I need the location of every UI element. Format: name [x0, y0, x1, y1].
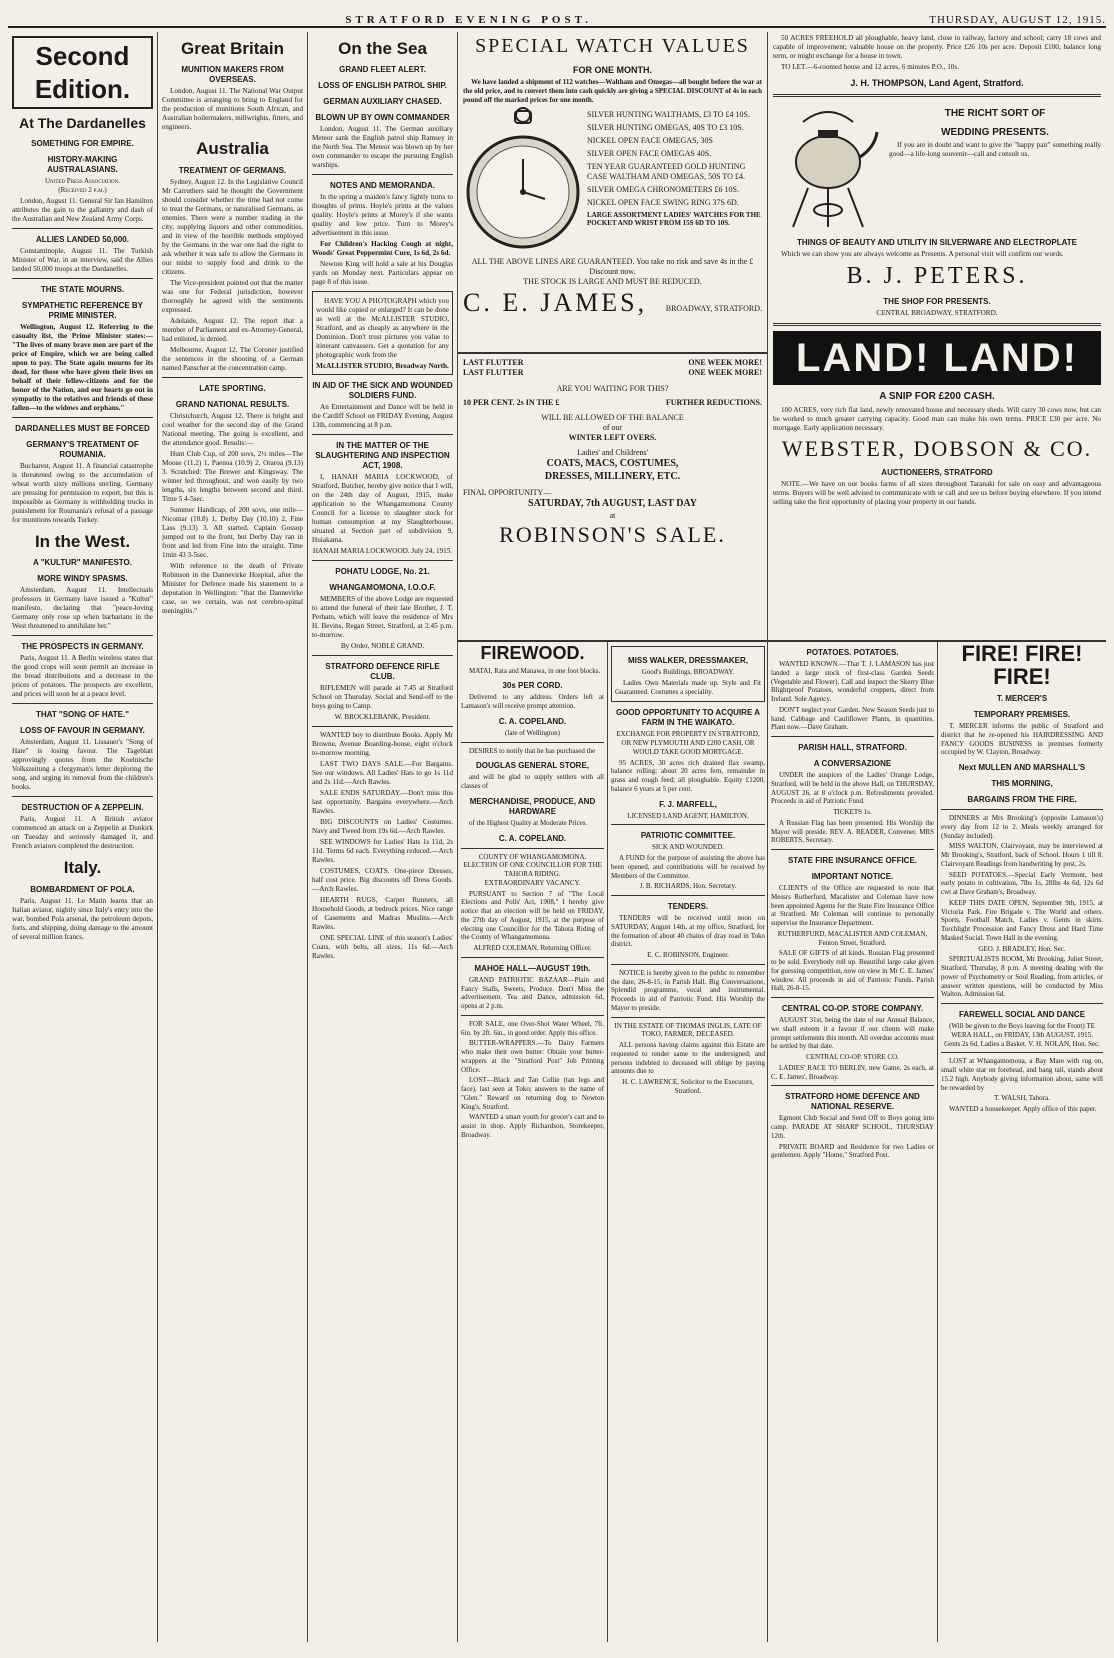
snip-heading: A SNIP FOR £200 CASH. — [879, 391, 995, 403]
italy-heading: Italy. — [63, 858, 102, 878]
notice-text: NOTICE is hereby given to the public to remember the date, 26-8-15, in Parish Hall. Big Conversazione, Splendid programme, vocal and instrumental. Proceeds in aid of Patriotic Fund. His Worship the Mayor to preside. — [611, 968, 765, 1012]
dressmaker-address: Good's Buildings, BROADWAY. — [641, 668, 735, 676]
last-flutter: LAST FLUTTER — [463, 358, 524, 367]
ad-signature: C. A. COPELAND. — [498, 716, 567, 726]
ad-text: Delivered to any address. Orders left at Lamason's will receive prompt attention. — [461, 693, 604, 710]
headline: GOOD OPPORTUNITY TO ACQUIRE A FARM IN THE WAIKATO. — [615, 708, 760, 728]
notice-signature: H. C. LAWRENCE, Solicitor to the Executors, Stratford. — [622, 1078, 754, 1095]
watch-item: SILVER HUNTING OMEGAS, 40S TO £3 10S. — [587, 122, 744, 132]
article-text: Adelaide, August 12. The report that a member of Parliament and ex-Attorney-General, had enlisted, is denied. — [162, 316, 303, 343]
watch-price-list — [587, 107, 762, 257]
ad-text: WANTED KNOWN.—That T. J. LAMASON has just landed a large stock of first-class Garden Seeds (Vegetable and Flower). Call and inspect the Skerry Blue Blightproof Potatoes, wonderful croppers, direct from Ireland. Sole Agency. — [771, 660, 934, 703]
ad-text: of the Highest Quality at Moderate Prices. — [469, 818, 588, 827]
classified-ad: COSTUMES, COATS. One-piece Dresses, half cost price. Big discounts off Dress Goods.—Arch Rawles. — [312, 867, 453, 894]
watch-ad-subtitle: FOR ONE MONTH. — [573, 65, 652, 75]
ladies-childrens: Ladies' and Childrens' — [577, 448, 648, 457]
notice-signature: E. C. ROBINSON, Engineer. — [647, 951, 729, 959]
column-3 — [308, 32, 458, 1642]
ad-text: SALE OF GIFTS of all kinds. Russian Flag presented to be sold. Everybody roll up. Beautiful large cake given for guessing competition, now on view in Mr C. E. James' window. All proceeds in aid of Patriotic Funds. Parish Hall, 26-8-15. — [771, 949, 934, 993]
classified-ad: WANTED a smart youth for grocer's cart and to assist in shop. Apply Richardson, Storekeeper, Broadway. — [461, 1113, 604, 1139]
county-heading: COUNTY OF WHANGAMOMONA. — [478, 852, 587, 861]
headline: NOTES AND MEMORANDA. — [329, 181, 436, 191]
classified-ad: SPIRITUALISTS ROOM, Mr Brooking, Juliet Street, Stratford, Thursday, 8 p.m. A meeting dealing with the power of Psychometry or Soul Reading, from articles, or answer written questions, will be conducted by Miss Walton. Admission 6d. — [941, 955, 1103, 999]
webster-name: WEBSTER, DOBSON & CO. — [781, 435, 1093, 461]
ad-text: HAVE YOU A PHOTOGRAPH which you would like copied or enlarged? It can be done as well at the McALLISTER STUDIO, Stratford, and as cheaply as anywhere in the Dominion. Don't trust pictures you value to itinerant canvassers. Get a quotation for any photographic work from the — [316, 297, 449, 360]
watch-stock: THE STOCK IS LARGE AND MUST BE REDUCED. — [523, 276, 702, 286]
ad-signature: McALLISTER STUDIO, Broadway North. — [316, 362, 449, 371]
headline: DARDANELLES MUST BE FORCED — [15, 424, 150, 433]
dardanelles-heading: At The Dardanelles — [19, 115, 146, 131]
winter-left-overs: WINTER LEFT OVERS. — [568, 433, 657, 442]
column-5b — [938, 642, 1106, 1642]
watch-item: TEN YEAR GUARANTEED GOLD HUNTING CASE WALTHAM AND OMEGAS, 50S TO £4. — [587, 161, 746, 181]
ad-text: Which we can show you are always welcome as Presents. A personal visit will confirm our words. — [781, 250, 1064, 259]
sea-heading: On the Sea — [338, 39, 427, 58]
column-2 — [158, 32, 308, 1642]
shop-tagline: THE SHOP FOR PRESENTS. — [883, 297, 991, 307]
ad-signature: C. A. COPELAND. — [498, 833, 567, 843]
classified-ad: SALE ENDS SATURDAY.—Don't miss this last opportunity. Bargains everywhere.—Arch Rawles. — [312, 789, 453, 816]
store-name: DOUGLAS GENERAL STORE, — [475, 761, 590, 771]
headline: DESTRUCTION OF A ZEPPELIN. — [21, 803, 144, 813]
article-text: I, HANAH MARIA LOCKWOOD, of Stratford, Butcher, hereby give notice that I will, on the 24th day of August, 1915, make application to the Whangamomona County Council for a license to slaughter stock for human consumption at my Slaughterhouse, situated at Section part of subdivision 9, Huiakama. — [312, 473, 453, 545]
robinson-sale-ad — [458, 352, 767, 638]
seller-address: BROADWAY, STRATFORD. — [665, 303, 762, 313]
headline: BOMBARDMENT OF POLA. — [30, 884, 135, 894]
headline: GRAND NATIONAL RESULTS. — [175, 399, 290, 409]
headline: MUNITION MAKERS FROM OVERSEAS. — [181, 65, 284, 85]
subheading: SICK AND WOUNDED. — [651, 843, 724, 852]
article-text: Sydney, August 12. In the Legislative Council Mr Carruthers said he thought the Government should consider whether the time had not come to treat the Germans, or naturalised Germans, as enemies. There were a number trading in the city, supplying liquors and other commodities, and in view of the horrible methods employed by the Germans in the war one had the right to ask whether it was safe to allow the Germans in our midst to supply food and drink to the citizens. — [162, 177, 303, 276]
ad-text: NOTE.—We have on our books farms of all sizes throughout Taranaki for sale on easy and advantageous terms. Buyers will be well advised to communicate with or call and see us before buying elsewhere. If you intend selling take the first opportunity of placing your property in our hands. — [773, 480, 1101, 507]
robinsons-sale: ROBINSON'S SALE. — [499, 521, 726, 547]
ad-text: EXCHANGE FOR PROPERTY IN STRATFORD, OR NEW PLYMOUTH AND £200 CASH, OR WOULD TAKE GOOD MORTGAGE. — [616, 730, 760, 756]
headline: A CONVERSAZIONE — [813, 759, 892, 768]
agent-title: LICENSED LAND AGENT, HAMILTON. — [627, 811, 749, 820]
classified-ad: BIG DISCOUNTS on Ladies' Costumes. Navy and Tweed from 19s 6d.—Arch Rawles. — [312, 818, 453, 836]
headline: IN AID OF THE SICK AND WOUNDED SOLDIERS FUND. — [312, 381, 453, 401]
article-text: With reference to the death of Private Robinson in the Dannevirke Hospital, after the Minister for Defence made his statement to a deputation in Wellington: "that the Dannevirke case, so we certain, was not cerebro-spinal meningitis." — [162, 561, 303, 615]
column-5a — [768, 642, 938, 1642]
notice-text: TENDERS will be received until noon on SATURDAY, August 14th, at my office, Stratford, for the formation of about 40 chains of dray road in Toko district. — [611, 914, 765, 949]
article-text: The Vice-president pointed out that the matter was one for Federal jurisdiction, however thoroughly he agreed with the sentiments expressed. — [162, 278, 303, 314]
signature: HANAH MARIA LOCKWOOD. July 24, 1915. — [312, 547, 453, 556]
masthead — [8, 8, 1106, 28]
of-our: of our — [602, 423, 623, 432]
headline: THE PROSPECTS IN GERMANY. — [21, 642, 144, 652]
peters-name: B. J. PETERS. — [846, 263, 1028, 290]
headline: IMPORTANT NOTICE. — [811, 872, 894, 881]
headline: LOSS OF ENGLISH PATROL SHIP. — [318, 81, 447, 91]
seller-name: C. E. JAMES, — [463, 287, 648, 317]
notice-text: ALL persons having claims against this Estate are requested to render same to the undersigned; and persons indebted to deceased will oblige by paying amounts due to — [611, 1041, 765, 1076]
ad-text: 95 ACRES, 30 acres rich drained flax swamp, balance rolling; about 20 acres fern, remainder in grass and rough feed; all ploughable. Equity £1200, balance 6 years at 5 per cent. — [611, 758, 765, 793]
headline: MORE WINDY SPASMS. — [37, 574, 128, 584]
notice-text: PURSUANT to Section 7 of "The Local Elections and Polls' Act, 1908," I hereby give notice that an election will be held on FRIDAY, the 27th day of August, 1915, at the purpose of electing one Councillor for the Tahora Riding of the County of Whangamomona. — [461, 889, 604, 942]
notice-signature: RUTHERFURD, MACALISTER AND COLEMAN, Fenton Street, Stratford. — [777, 929, 928, 947]
things-heading: THINGS OF BEAUTY AND UTILITY IN SILVERWARE AND ELECTROPLATE — [796, 238, 1077, 248]
temporary-premises: TEMPORARY PREMISES. — [973, 710, 1071, 720]
classified-ad: KEEP THIS DATE OPEN, September 9th, 1915, at Victoria Park. Fire Brigade v. The World and others. Sports, Football Match, Ladies v. Gents in skirts. Torchlight Procession and Fancy Dress and Hard Time Masked Social. Town Hall in the evening. — [941, 898, 1103, 942]
ad-text: MATAI, Rata and Manawa, in one foot blocks. — [469, 666, 601, 675]
notice-signature: ALFRED COLEMAN, Returning Officer. — [473, 944, 592, 952]
headline: HISTORY-MAKING AUSTRALASIANS. — [47, 154, 118, 174]
saturday-last-day: SATURDAY, 7th AUGUST, LAST DAY — [528, 498, 697, 509]
ad-text: UNDER the auspices of the Ladies' Orange Lodge, Stratford, will be held in the above Hall, on THURSDAY, AUGUST 26, at 8 o'clock p.m. Refreshments provided. Proceeds in aid of Patriotic Fund. — [771, 771, 934, 806]
ad-text: DON'T neglect your Garden. New Season Seeds just to hand. Cabbage and Cauliflower Plants, in quantities. Plant now.—Dave Graham. — [771, 705, 934, 732]
article-text: Amsterdam, August 11. Intellectuals professors in Germany have issued a "Kultur" manifesto, declaring that "peace-loving Germany only rose up when barbarians in the West threatened to annihilate her." — [12, 586, 153, 631]
article-text: London, August 11. The German auxiliary Meteor sank the English patrol ship Ramsey in the North Sea. The Meteor was blown up by her own commander to escape the pursuing English warships. — [312, 125, 453, 170]
classified-ad: BUTTER-WRAPPERS.—To Dairy Farmers who make their own butter: Obtain your butter-wrappers at the "Stratford Post" Job Printing Office. — [461, 1039, 604, 1074]
headline: LOSS OF FAVOUR IN GERMANY. — [20, 726, 145, 736]
dressmaker-ad — [611, 646, 765, 702]
headline: SYMPATHETIC REFERENCE BY PRIME MINISTER. — [21, 301, 144, 320]
ad-text: T. MERCER informs the public of Stratford and district that he re-opened his HAIRDRESSING AND FANCY GOODS BUSINESS in premises formerly occupied by W. Clayton, Broadway. — [941, 722, 1103, 757]
shop-address: CENTRAL BROADWAY, STRATFORD. — [876, 309, 998, 318]
classified-ad: FOR SALE, one Over-Shot Water Wheel, 7ft. 6in. by 2ft. 6in., in good order. Apply this office. — [461, 1019, 604, 1037]
australia-heading: Australia — [196, 139, 269, 159]
headline: SOMETHING FOR EMPIRE. — [31, 138, 134, 148]
classified-ad: LOST—Black and Tan Collie (tan legs and face), last seen at Toko; answers to the name of "Glen." Reward on returning dog to Newton King's, Stratford. — [461, 1076, 604, 1111]
classified-ad: MISS WALTON, Clairvoyant, may be interviewed at Mr Brooking's, Stratford, back of School. Hours 1 till 8. Clairvoyant Readings from handwriting by post, 2s. — [941, 842, 1103, 868]
article-text: An Entertainment and Dance will be held in the Cardiff School on FRIDAY Evening, August 13th, commencing at 8 p.m. — [312, 403, 453, 430]
final-opportunity: FINAL OPPORTUNITY— — [463, 488, 552, 497]
this-morning: THIS MORNING, — [991, 779, 1053, 789]
signature: W. BROCKLEBANK, President. — [334, 713, 431, 722]
vacancy-heading: EXTRAORDINARY VACANCY. — [484, 878, 581, 887]
received-time: (Received 2 p.m.) — [58, 186, 107, 195]
headline: PATRIOTIC COMMITTEE. — [640, 831, 736, 841]
land-ad-text: 50 ACRES FREEHOLD all ploughable, heavy land, close to railway, factory and school; carry 18 cows and capable of improvement; valuable house on the property. Price £26 10s per acre. Deposit £100, balance long term, or might exchange for a house in town. — [773, 34, 1101, 60]
mahoe-hall-heading: MAHOE HALL—AUGUST 19th. — [474, 963, 591, 973]
headline: STRATFORD DEFENCE RIFLE CLUB. — [325, 662, 440, 682]
newspaper-page — [8, 8, 1106, 1642]
article-text: Newton King will hold a sale at his Douglas yards on Monday next. Particulars appear on page 8 of this issue. — [312, 260, 453, 287]
west-heading: In the West. — [34, 532, 131, 551]
article-text: Melbourne, August 12. The Coroner justified the sentences in the shooting of a German named Panscher at the concentration camp. — [162, 345, 303, 372]
headline: THE STATE MOURNS. — [40, 285, 125, 294]
notice-text: AUGUST 31st, being the date of our Annual Balance, we shall esteem it a favour if our clients will make prompt settlements this month. All overdue accounts must be settled by that date. — [771, 1016, 934, 1051]
estate-heading: IN THE ESTATE OF THOMAS INGLIS, LATE OF TOKO, FARMER, DECEASED. — [614, 1021, 762, 1039]
column-4b — [608, 642, 767, 1642]
firewood-price: 30s PER CORD. — [502, 681, 563, 691]
classified-ad: WANTED boy to distribute Books. Apply Mr Browne, Avenue Boarding-house, eight o'clock to-morrow morning. — [312, 731, 453, 758]
ad-text: GRAND PATRIOTIC BAZAAR—Plain and Fancy Stalls, Sweets, Produce. Don't Miss the advertisement. Tea and Dance, admission 6d, opens at 2 p.m. — [461, 975, 604, 1010]
article-text: Christchurch, August 12. There is bright and cool weather for the second day of the Grand National meeting. The going is excellent, and the attendance good. Results:— — [162, 411, 303, 447]
article-text: RIFLEMEN will parade at 7.45 at Stratford School on Thursday. Social and Send-off to the boys going to Camp. — [312, 684, 453, 711]
land-banner: LAND! LAND! — [773, 331, 1101, 385]
article-text: Bucharest, August 11. A financial catastrophe is threatened owing to the accumulation of wheat worth sixty millions sterling. Germany are pressing for permission to export, but this is impossible as Germany is withholding trucks in punishment for Roumania's refusal of a passage for munitions towards Turkey. — [12, 462, 153, 524]
notice-text: A FUND for the purpose of assisting the above has been opened, and contributions will be received by Members of the Committee. — [611, 854, 765, 880]
column-5 — [768, 32, 1106, 1642]
pocket-watch-icon — [463, 107, 583, 257]
ad-text: 100 ACRES, very rich flat land, newly renovated house and necessary sheds. Will carry 30 cows now, but can be worked to much greater carrying capacity. Good man can make his own terms. PRICE £30 per acre. No mortgage. Early application necessary. — [773, 405, 1101, 432]
article-text: Hunt Club Cup, of 200 sovs, 2½ miles—The Moose (11.2) 1, Paenoa (10.9) 2, Oraroa (9.13) 3. Scratched: The Brewer and Kingsway. The winner led throughout, and won easily by two lengths, six lengths between second and third. Time 5 4-5sec. — [162, 449, 303, 503]
merchandise-heading: MERCHANDISE, PRODUCE, AND HARDWARE — [469, 796, 596, 816]
notice-signature: CENTRAL CO-OP. STORE CO. — [806, 1053, 899, 1061]
article-text: London, August 11. General Sir Ian Hamilton attributes the gain to the gallantry and dash of the Australian and New Zealand Army Corps. — [12, 197, 153, 223]
watch-ad-title: SPECIAL WATCH VALUES — [475, 35, 750, 57]
classified-ad: LAST TWO DAYS SALE.—For Bargains. See our windows. All Ladies' Hats to go 1s 11d and 2s 11d.—Arch Rawles. — [312, 760, 453, 787]
tickets-price: TICKETS 1s. — [833, 808, 872, 816]
further-reductions: FURTHER REDUCTIONS. — [665, 398, 762, 407]
headline: TREATMENT OF GERMANS. — [178, 165, 287, 175]
headline: TENDERS. — [667, 902, 709, 911]
headline: ALLIES LANDED 50,000. — [36, 235, 129, 244]
britain-heading: Great Britain — [181, 39, 284, 58]
article-text: Paris, August 11. A Berlin wireless states that the good crops will soon permit an increase in the bread distributions and a decrease in the prices of potatoes. The prospects are excellent, and prices will soon be at a peace level. — [12, 654, 153, 699]
watch-item: NICKEL OPEN FACE SWING RING 37S 6D. — [587, 197, 739, 207]
watch-item: SILVER HUNTING WALTHAMS, £3 TO £4 10S. — [587, 109, 750, 119]
article-text: Wellington, August 12. Referring to the casualty list, the Prime Minister states:— "The lives of many brave men are part of the price of Empire, which we are being called upon to pay. The State again mourns for its dead, for those who have given their lives on behalf of their fellow-citizens and for the honor of the Nation, and our hearts go out in sympathy to the relatives and friends of these fallen—to the widows and orphans." — [12, 323, 153, 412]
one-week-more: ONE WEEK MORE! — [688, 358, 762, 367]
watch-item: NICKEL OPEN FACE OMEGAS, 30S — [587, 135, 714, 145]
ad-text: (Will be given to the Boys leaving for the Front) TE WERA HALL, on FRIDAY, 13th AUGUST, 1915. — [949, 1022, 1095, 1039]
watch-ad-intro: We have landed a shipment of 112 watches—Waltham and Omegas—all bought before the war at the old price, and to convert them into cash quickly are giving a SPECIAL DISCOUNT of 4s in each pound off the marked prices for one month. — [463, 78, 762, 104]
right-sort-heading: THE RICHT SORT OF — [944, 108, 1046, 120]
next-to-label: Next MULLEN AND MARSHALL'S — [958, 763, 1086, 773]
notice-signature: T. WALSH, Tahora. — [994, 1094, 1050, 1103]
issue-date: THURSDAY, AUGUST 12, 1915. — [929, 14, 1106, 26]
fire-banner: FIRE! FIRE! FIRE! — [961, 642, 1083, 690]
coats-macs: COATS, MACS, COSTUMES, — [546, 458, 679, 469]
election-heading: ELECTION OF ONE COUNCILLOR FOR THE TAHORA RIDING. — [463, 861, 602, 878]
watch-ladies: LARGE ASSORTMENT LADIES' WATCHES FOR THE POCKET AND WRIST FROM 15S 6D TO 10S. — [587, 210, 761, 228]
watch-item: SILVER OMEGA CHRONOMETERS £6 10S. — [587, 184, 739, 194]
headline: POHATU LODGE, No. 21. — [335, 567, 430, 577]
ad-text: If you are in doubt and want to give the "happy pair" something really good—a life-long souvenir—call and consult us. — [889, 141, 1101, 159]
watch-item: SILVER OPEN FACE OMEGAS 40S. — [587, 148, 712, 158]
headline: IN THE MATTER OF THE SLAUGHTERING AND INSPECTION ACT, 1908. — [315, 441, 450, 471]
article-text: Paris, August 11. Le Matin learns that an Italian aviator, nightly since Italy's entry into the war, bombed Pola arsenal, the petroleum depots, forts, and shipping, doing damage to the amount of several million francs. — [12, 896, 153, 941]
article-text: Constantinople, August 11. The Turkish Minister of War, in an interview, said the Allies landed 50,000 troops at the Dardanelles. — [12, 247, 153, 273]
headline: WHANGAMOMONA, I.O.O.F. — [329, 583, 436, 593]
classified-ad: LOST at Whangamomona, a Bay Mare with rug on, small white star on forehead, and bang tail, stands about 15.2 high. Anybody giving information about, same will be rewarded by — [941, 1057, 1103, 1092]
photo-studio-ad — [312, 291, 453, 375]
land-agent: J. H. THOMPSON, Land Agent, Stratford. — [850, 78, 1024, 88]
classified-ad: DINNERS at Mrs Brooking's (opposite Lamason's) every day from 12 to 2. Meals weekly arranged for (Sunday included). — [941, 814, 1103, 840]
robinson-question: ARE YOU WAITING FOR THIS? — [556, 384, 669, 393]
ad-text: DESIRES to notify that he has purchased the — [469, 746, 596, 755]
classified-ad: HEARTH RUGS, Carpet Runners, all Household Goods, at bedrock prices. Nice range of Casements and Madras Muslins.—Arch Rawles. — [312, 896, 453, 932]
headline: STATE FIRE INSURANCE OFFICE. — [787, 856, 918, 865]
auctioneers-title: AUCTIONEERS, STRATFORD — [881, 468, 993, 478]
at-text: at — [609, 510, 616, 520]
lower-right-section — [768, 640, 1106, 1642]
article-text: London, August 11. The National War Output Committee is arranging to bring to England for the production of munitions South African, and Australian boilermakers, millwrights, fitters, and engineers. — [162, 87, 303, 132]
ad-note: (late of Wellington) — [505, 728, 560, 737]
teapot-kettle-icon — [773, 102, 883, 232]
article-text: Paris, August 11. A British aviator commenced an attack on a Zeppelin at Dunkirk on Tuesday and seriously damaged it, and French aviators completed the destruction. — [12, 815, 153, 851]
classified-ad: PRIVATE BOARD and Residence for two Ladies or gentlemen. Apply "Home," Stratford Post. — [771, 1142, 934, 1160]
article-text: MEMBERS of the above Lodge are requested to attend the funeral of their late Brother, J. T. Perham, which will leave the residence of Mrs H. Bevins, Regan Street, Stratford, at 2.45 p.m. to-morrow. — [312, 595, 453, 640]
wire-credit: United Press Association. — [45, 176, 120, 185]
article-text: Amsterdam, August 11. Lissauer's "Song of Hate" is losing favour. The Tageblatt approvingly quotes from the Koelnische Volkszeitung a clergyman's letter deploring the song, and urging its removal from the children's books. — [12, 738, 153, 792]
ad-text: Gents 2s 6d, Ladies a Basket. V. H. NOLAN, Hon. Sec. — [944, 1039, 1100, 1048]
watch-ad — [458, 32, 767, 350]
article-text: For Children's Hacking Cough at night, Woods' Great Peppermint Cure, 1s 6d, 2s 6d. — [312, 240, 453, 258]
ad-text: Ladies Own Materials made up. Style and Fit Guaranteed. Costumes a speciality. — [615, 678, 761, 696]
headline: THAT "SONG OF HATE." — [35, 710, 130, 720]
dresses-millinery: DRESSES, MILLINERY, ETC. — [544, 470, 681, 482]
article-text: In the spring a maiden's fancy lightly turns to thoughts of prints. Hoyle's prints at the values quality. Hoyle's prints at Morey's if she wants quality and low price. Turn to Morey's advertisement in this issue. — [312, 193, 453, 238]
last-flutter: LAST FLUTTER — [463, 368, 524, 377]
classified-ad: LADIES' RACE TO BERLIN, new Game, 2s each, at C. E. James', Broadway. — [771, 1063, 934, 1081]
classified-ad: SEE WINDOWS for Ladies' Hats 1s 11d, 2s 11d. Terms 6d each. Everything reduced.—Arch Rawles. — [312, 838, 453, 865]
wedding-presents-heading: WEDDING PRESENTS. — [941, 126, 1049, 138]
notice-text: CLIENTS of the Office are requested to note that Messrs Rutherfurd, Macalister and Coleman have now been appointed Agents for the State Fire Insurance Office at Stratford. Mr Coleman will continue to personally supervise the Insurance Department. — [771, 884, 934, 927]
notice-signature: GEO. J. BRADLEY, Hon. Sec. — [978, 944, 1066, 953]
notice-text: Egmont Club Social and Send Off to Boys going into camp. PARADE AT SHARP SCHOOL, THURSDAY 12th. — [771, 1114, 934, 1140]
signature: By Order, NOBLE GRAND. — [340, 642, 425, 651]
discount-text: 10 PER CENT. 2s IN THE £ — [463, 398, 560, 407]
headline: GRAND FLEET ALERT. — [339, 65, 426, 75]
headline: PARISH HALL, STRATFORD. — [798, 743, 907, 752]
column-4 — [458, 32, 768, 1642]
column-4a — [458, 642, 608, 1642]
article-text: Summer Handicap, of 200 sovs, one mile—Nicomar (10.8) 1, Derby Day (10.10) 2, Fine Lass (9.13) 3. All started. Captain Gossop jumped out to the front, but Derby Day ran in front and led from Fine into the straight. Time 1min 43 3-5sec. — [162, 505, 303, 559]
mercer-heading: T. MERCER'S — [996, 694, 1048, 704]
second-edition-banner: Second Edition. — [12, 36, 153, 109]
headline: A "KULTUR" MANIFESTO. — [33, 558, 132, 568]
paper-title: STRATFORD EVENING POST. — [345, 14, 592, 26]
firewood-heading: FIREWOOD. — [480, 643, 585, 663]
classified-ad: SEED POTATOES.—Special Early Vermont, best early potato in cultivation, 7lbs 1s, 28lbs 4s 6d, 12s 6d cwt at Dave Graham's, Broadway. — [941, 870, 1103, 897]
dressmaker-name: MISS WALKER, DRESSMAKER, — [627, 656, 748, 665]
watch-guarantee: ALL THE ABOVE LINES ARE GUARANTEED. You take no risk and save 4s in the £ Discount now. — [471, 256, 754, 276]
column-1 — [8, 32, 158, 1642]
classified-ad: WANTED a housekeeper. Apply office of this paper. — [949, 1105, 1097, 1114]
ad-text: and will be glad to supply settlers with all classes of — [461, 773, 604, 790]
allowed-text: WILL BE ALLOWED OF THE BALANCE — [541, 413, 684, 422]
headline: GERMANY'S TREATMENT OF ROUMANIA. — [26, 440, 139, 459]
agent-name: F. J. MARFELL, — [659, 799, 717, 809]
ad-text: A Russian Flag has been presented. His Worship the Mayor will preside. REV. A. READER, Convener. MRS ROBERTS, Secretary. — [771, 818, 934, 845]
headline: STRATFORD HOME DEFENCE AND NATIONAL RESERVE. — [785, 1092, 920, 1112]
top-right-ads — [768, 32, 1106, 638]
headline: BLOWN UP BY OWN COMMANDER — [315, 113, 450, 123]
lower-section — [458, 640, 767, 1642]
tolet-text: TO LET.—6-roomed house and 12 acres, 6 minutes P.O., 10s. — [781, 63, 959, 71]
headline: GERMAN AUXILIARY CHASED. — [323, 97, 442, 107]
bargains-fire: BARGAINS FROM THE FIRE. — [967, 795, 1077, 805]
headline: FAREWELL SOCIAL AND DANCE — [958, 1010, 1086, 1020]
classified-ad: ONE SPECIAL LINE of this season's Ladies' Coats, with belts, all sizes, 11s 6d.—Arch Rawles. — [312, 934, 453, 961]
headline: CENTRAL CO-OP. STORE COMPANY. — [781, 1004, 924, 1013]
headline: LATE SPORTING. — [199, 383, 266, 393]
one-week-more: ONE WEEK MORE! — [688, 368, 762, 377]
headline: POTATOES. POTATOES. — [806, 648, 899, 657]
notice-signature: J. B. RICHARDS, Hon. Secretary. — [639, 882, 737, 891]
